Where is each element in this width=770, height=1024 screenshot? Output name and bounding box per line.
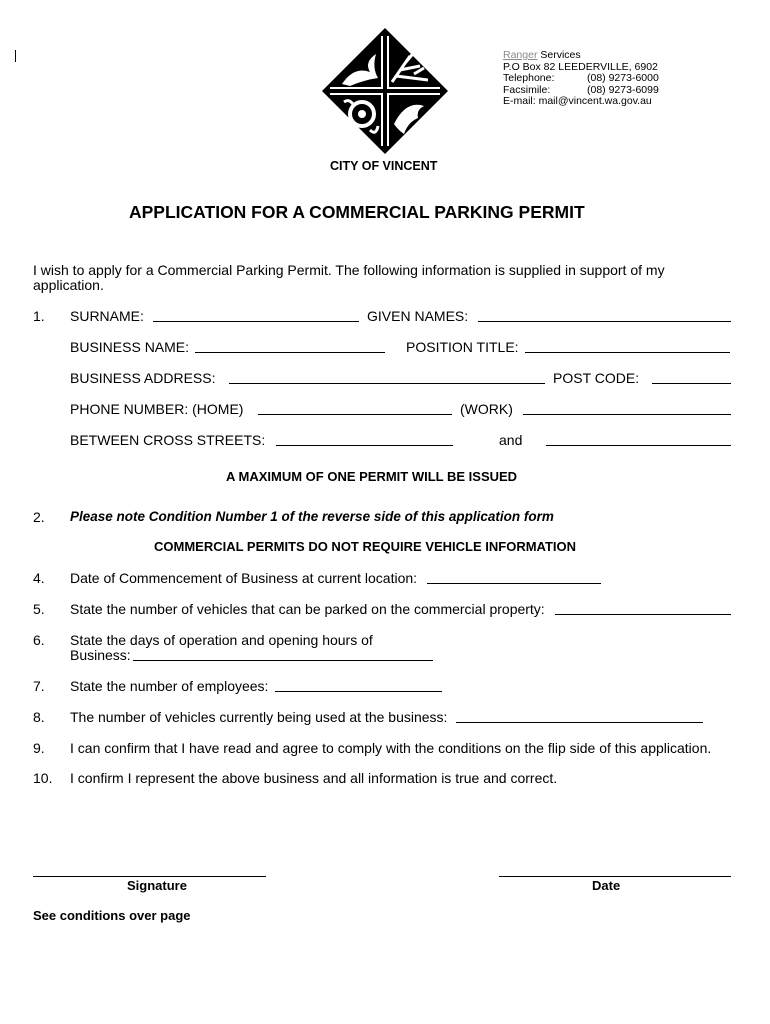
facsimile-value: (08) 9273-6099 xyxy=(587,83,659,96)
item-6-text-line-1: State the days of operation and opening hours of xyxy=(70,632,373,648)
telephone-label: Telephone: xyxy=(503,72,555,84)
contact-block: Ranger Services P.O Box 82 LEEDERVILLE, 6902 Telephone: (08) 9273-6000 Facsimile: (08) 9273-6099 E-mail: mail@vincent.wa.gov.au xyxy=(503,49,659,107)
facsimile-label: Facsimile: xyxy=(503,83,551,96)
item-5-number: 5. xyxy=(33,601,45,617)
surname-field[interactable] xyxy=(153,321,359,322)
item-7-text: State the number of employees: xyxy=(70,678,269,694)
surname-label: SURNAME: xyxy=(70,308,144,324)
item-2-number: 2. xyxy=(33,509,45,525)
business-name-field[interactable] xyxy=(195,352,385,353)
item-9-text: I can confirm that I have read and agree to comply with the conditions on the flip side of this application. xyxy=(70,740,712,756)
po-box: P.O Box 82 LEEDERVILLE, 6902 xyxy=(503,60,658,73)
item-1-number: 1. xyxy=(33,308,45,324)
item-7-number: 7. xyxy=(33,678,45,694)
text-cursor-mark xyxy=(15,50,16,62)
position-title-label: POSITION TITLE: xyxy=(406,339,519,355)
post-code-label: POST CODE: xyxy=(553,370,640,386)
item-9-number: 9. xyxy=(33,740,45,756)
telephone-value: (08) 9273-6000 xyxy=(587,72,659,84)
date-field[interactable] xyxy=(499,876,731,877)
cross-street-1-field[interactable] xyxy=(276,445,453,446)
business-name-label: BUSINESS NAME: xyxy=(70,339,190,355)
parking-capacity-field[interactable] xyxy=(555,614,731,615)
intro-line-1: I wish to apply for a Commercial Parking Permit. The following information is supplied in support of my xyxy=(33,262,665,278)
footer-note: See conditions over page xyxy=(33,908,191,923)
item-10-text: I confirm I represent the above business and all information is true and correct. xyxy=(70,770,558,786)
no-vehicle-info-notice: COMMERCIAL PERMITS DO NOT REQUIRE VEHICLE INFORMATION xyxy=(154,539,577,554)
given-names-label: GIVEN NAMES: xyxy=(367,308,469,324)
cross-street-2-field[interactable] xyxy=(546,445,731,446)
and-label: and xyxy=(499,432,523,448)
intro-line-2: application. xyxy=(33,277,104,293)
operating-hours-field[interactable] xyxy=(133,660,433,661)
commencement-date-field[interactable] xyxy=(427,583,601,584)
employees-field[interactable] xyxy=(275,691,442,692)
city-of-vincent-logo-icon xyxy=(320,26,450,156)
given-names-field[interactable] xyxy=(478,321,731,322)
business-address-label: BUSINESS ADDRESS: xyxy=(70,370,216,386)
item-8-text: The number of vehicles currently being used at the business: xyxy=(70,709,448,725)
signature-field[interactable] xyxy=(33,876,266,877)
item-6-text-line-2: Business: xyxy=(70,647,131,663)
item-6-number: 6. xyxy=(33,632,45,648)
vehicles-used-field[interactable] xyxy=(456,722,703,723)
item-5-text: State the number of vehicles that can be parked on the commercial property: xyxy=(70,601,545,617)
phone-work-field[interactable] xyxy=(523,414,731,415)
org-name: CITY OF VINCENT xyxy=(330,159,438,173)
item-4-text: Date of Commencement of Business at current location: xyxy=(70,570,418,586)
date-label: Date xyxy=(592,878,621,893)
ranger-link: Ranger xyxy=(503,49,538,61)
cross-streets-label: BETWEEN CROSS STREETS: xyxy=(70,432,266,448)
position-title-field[interactable] xyxy=(525,352,730,353)
max-permit-notice: A MAXIMUM OF ONE PERMIT WILL BE ISSUED xyxy=(226,469,518,484)
phone-home-field[interactable] xyxy=(258,414,452,415)
item-10-number: 10. xyxy=(33,770,53,786)
signature-label: Signature xyxy=(127,878,187,893)
item-4-number: 4. xyxy=(33,570,45,586)
phone-home-label: PHONE NUMBER: (HOME) xyxy=(70,401,244,417)
post-code-field[interactable] xyxy=(652,383,731,384)
item-2-text: Please note Condition Number 1 of the reverse side of this application form xyxy=(70,509,554,524)
phone-work-label: (WORK) xyxy=(460,401,513,417)
page-title: APPLICATION FOR A COMMERCIAL PARKING PERMIT xyxy=(129,202,585,222)
item-8-number: 8. xyxy=(33,709,45,725)
business-address-field[interactable] xyxy=(229,383,545,384)
email: E-mail: mail@vincent.wa.gov.au xyxy=(503,95,652,107)
